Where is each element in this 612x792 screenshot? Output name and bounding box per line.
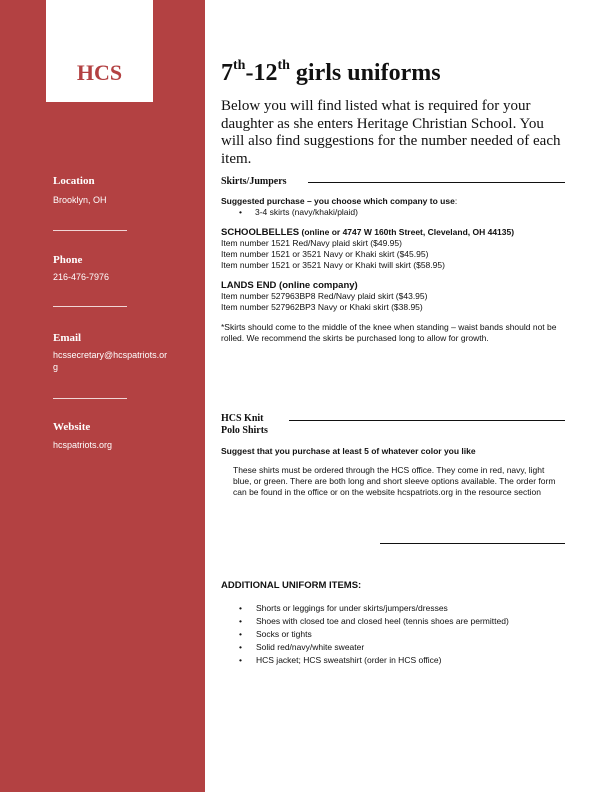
divider (53, 230, 127, 231)
list-item: • Solid red/navy/white sweater (221, 642, 566, 653)
email-label: Email (53, 332, 82, 344)
location-value: Brooklyn, OH (53, 195, 107, 205)
phone-value: 216-476-7976 (53, 272, 110, 282)
list-item: • Shorts or leggings for under skirts/jumpers/dresses (221, 603, 566, 614)
logo: HCS (76, 60, 123, 85)
item-line: Item number 527962BP3 Navy or Khaki skirt ($38.95) (221, 302, 423, 312)
additional-heading: ADDITIONAL UNIFORM ITEMS: (221, 580, 362, 591)
section-rule (289, 420, 565, 421)
section-rule (380, 543, 565, 544)
list-item: • Shoes with closed toe and closed heel (tennis shoes are permitted) (221, 616, 566, 627)
item-line: Item number 1521 or 3521 Navy or Khaki twill skirt ($58.95) (221, 260, 445, 270)
item-line: Item number 1521 Red/Navy plaid skirt ($49.95) (221, 238, 402, 248)
polo-body: These shirts must be ordered through the HCS office. They come in red, navy, light blue, or green. There are both long and short sleeve options available. The order form can be found in the office or on the website hcspatriots.org in the resource section (233, 465, 556, 497)
page-title: 7th-12th girls uniforms (221, 58, 441, 86)
website-value: hcspatriots.org (53, 440, 113, 450)
skirts-note: *Skirts should come to the middle of the knee when standing – waist bands should not be rolled. We recommend the skirts be purchased long to allow for growth. (221, 322, 557, 343)
schoolbelles-detail: (online or 4747 W 160th Street, Cleveland, OH 44135) (299, 227, 515, 237)
logo-box (46, 0, 153, 102)
polo-suggestion: Suggest that you purchase at least 5 of whatever color you like (221, 446, 476, 456)
list-item: • HCS jacket; HCS sweatshirt (order in HCS office) (221, 655, 566, 666)
skirts-content: Suggested purchase – you choose which company to use: • 3-4 skirts (navy/khaki/plaid) SCHOOLBELLES (online or 4747 W 160th Street, Cleveland, OH 44135) Item number 1521 Red/Navy plaid skirt ($49.95) Item number 1521 or 3521 Navy or Khaki skirt ($45.95) Item number 1521 or 3521 Navy or Khaki twill skirt ($58.95) LANDS END (online company) Item number 527963BP8 Red/Navy plaid skirt ($43.95) Item number 527962BP3 Navy or Khaki skirt ($38.95) *Skirts should come to the middle of the knee when standing – waist bands should not be rolled. We recommend the skirts be purchased long to allow for growth. (221, 196, 566, 344)
divider (53, 306, 127, 307)
schoolbelles-name: SCHOOLBELLES (221, 227, 300, 238)
landsend-heading: LANDS END (online company) (221, 280, 358, 291)
location-label: Location (53, 175, 95, 187)
item-line: Item number 527963BP8 Red/Navy plaid skirt ($43.95) (221, 291, 428, 301)
divider (53, 398, 127, 399)
email-value: hcssecretary@hcspatriots.org (53, 350, 168, 372)
additional-list (221, 603, 566, 668)
skirts-heading: Skirts/Jumpers (221, 176, 287, 187)
suggested-purchase: Suggested purchase – you choose which company to use (221, 196, 455, 206)
phone-label: Phone (53, 254, 83, 266)
section-rule (308, 182, 565, 183)
sidebar (0, 0, 205, 792)
polo-heading: HCS Knit Polo Shirts (221, 413, 268, 436)
list-item: • Socks or tights (221, 629, 566, 640)
list-item: • 3-4 skirts (navy/khaki/plaid) (221, 207, 566, 218)
website-label: Website (53, 421, 91, 433)
item-line: Item number 1521 or 3521 Navy or Khaki skirt ($45.95) (221, 249, 429, 259)
intro-paragraph: Below you will find listed what is required for your daughter as she enters Heritage Christian School. You will also find suggestions for the number needed of each item. (221, 98, 561, 167)
